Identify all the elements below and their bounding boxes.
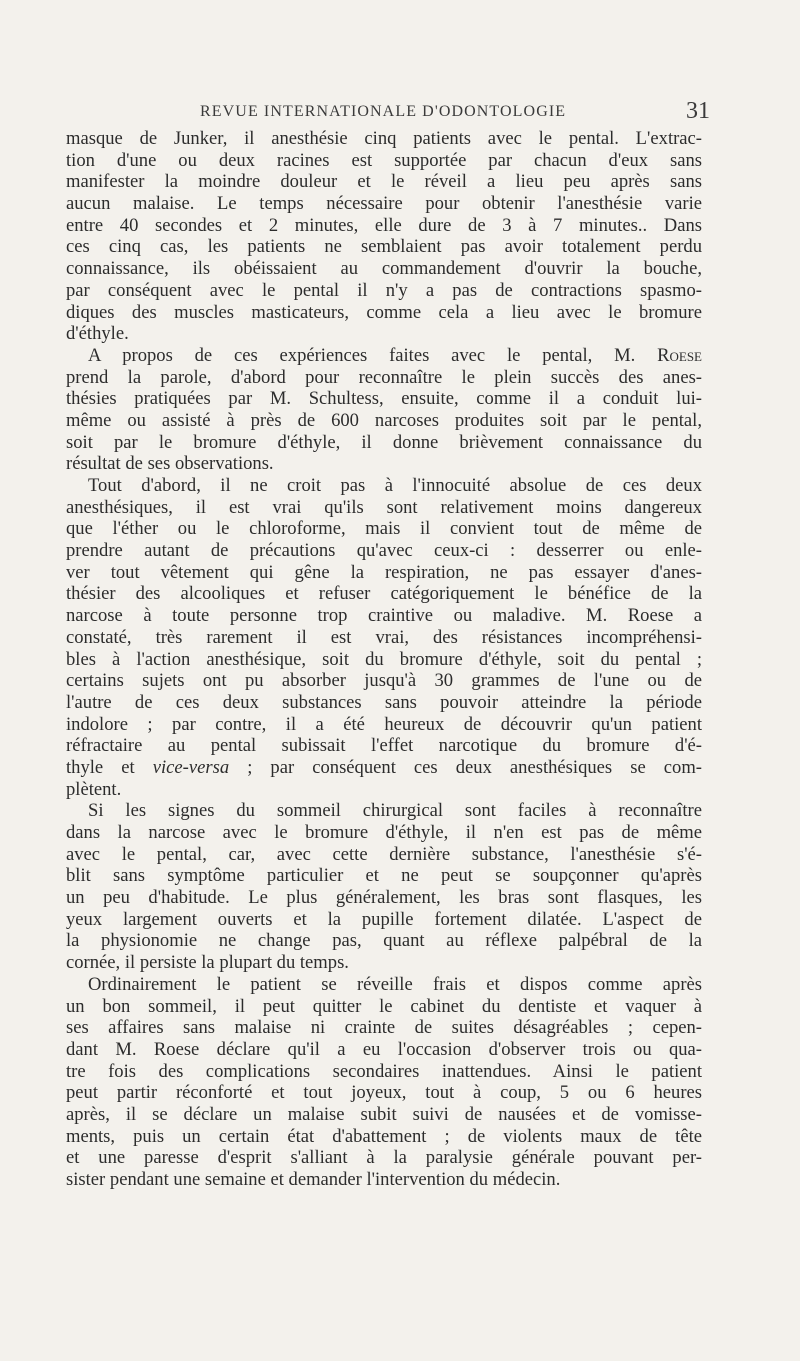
page-number: 31 [686,98,710,124]
text-line: yeux largement ouverts et la pupille fortement dilatée. L'aspect de [66,908,702,930]
text-line: manifester la moindre douleur et le réveil a lieu peu après sans [66,171,702,193]
text-line: Si les signes du sommeil chirurgical sont faciles à reconnaître [88,800,702,822]
text-line: thésies pratiquées par M. Schultess, ensuite, comme il a conduit lui- [66,388,702,410]
text-line [66,757,702,779]
text-line: masque de Junker, il anesthésie cinq patients avec le pental. L'extrac- [66,128,702,149]
text-line: certains sujets ont pu absorber jusqu'à 30 grammes de l'une ou de [66,670,702,692]
italic-term: vice-versa [152,756,230,778]
text-line: un peu d'habitude. Le plus généralement, les bras sont flasques, les [66,887,702,909]
running-title: REVUE INTERNATIONALE D'ODONTOLOGIE [200,103,567,120]
text-line: avec le pental, car, avec cette dernière substance, l'anesthésie s'é- [66,843,702,865]
text-line: d'éthyle. [66,323,129,345]
text-line: la physionomie ne change pas, quant au réflexe palpébral de la [66,930,702,952]
text-line: l'autre de ces deux substances sans pouvoir atteindre la période [66,691,702,713]
text-line: résultat de ses observations. [66,453,274,475]
text-line: même ou assisté à près de 600 narcoses produites soit par le pental, [66,409,702,431]
text-line: réfractaire au pental subissait l'effet narcotique du bromure d'é- [66,735,702,757]
text-line: dans la narcose avec le bromure d'éthyle, il n'en est pas de même [66,822,702,843]
text-line: prendre autant de précautions qu'avec ceux-ci : desserrer ou enle- [66,540,702,562]
text-line: thésier des alcooliques et refuser catégoriquement le bénéfice de la [66,583,702,605]
text-line: tion d'une ou deux racines est supportée par chacun d'eux sans [66,149,702,171]
text-line: narcose à toute personne trop craintive ou maladive. M. Roese a [66,605,702,627]
text-line: ments, puis un certain état d'abattement ; de violents maux de tête [66,1125,702,1147]
text-line: aucun malaise. Le temps nécessaire pour obtenir l'anesthésie varie [66,193,702,215]
text-line: entre 40 secondes et 2 minutes, elle dure de 3 à 7 minutes.. Dans [66,214,702,236]
text-line [66,345,702,367]
text-fragment: thyle et [66,756,135,778]
text-line: cornée, il persiste la plupart du temps. [66,952,349,974]
text-line: soit par le bromure d'éthyle, il donne brièvement connaissance du [66,431,702,453]
text-line: diques des muscles masticateurs, comme cela a lieu avec le bromure [66,301,702,323]
text-line: blit sans symptôme particulier et ne peut se soupçonner qu'après [66,865,702,887]
text-line: dant M. Roese déclare qu'il a eu l'occasion d'observer trois ou qua- [66,1038,702,1060]
text-line: plètent. [66,778,122,800]
text-line: ses affaires sans malaise ni crainte de suites désagréables ; cepen- [66,1017,702,1039]
running-head [100,98,710,127]
text-fragment: ; par conséquent ces deux anesthésiques se com- [247,756,702,778]
text-line: prend la parole, d'abord pour reconnaître le plein succès des anes- [66,366,702,388]
text-line: Ordinairement le patient se réveille frais et dispos comme après [88,973,702,995]
name-roese: Roese [657,344,702,366]
text-line: sister pendant une semaine et demander l'intervention du médecin. [66,1169,561,1190]
text-line: après, il se déclare un malaise subit suivi de nausées et de vomisse- [66,1103,702,1125]
text-line: que l'éther ou le chloroforme, mais il convient tout de même de [66,518,702,540]
text-line: connaissance, ils obéissaient au commandement d'ouvrir la bouche, [66,258,702,280]
text-line: par conséquent avec le pental il n'y a pas de contractions spasmo- [66,279,702,301]
text-line: un bon sommeil, il peut quitter le cabinet du dentiste et vaquer à [66,995,702,1017]
text-line: ver tout vêtement qui gêne la respiration, ne pas essayer d'anes- [66,561,702,583]
text-line: peut partir réconforté et tout joyeux, tout à coup, 5 ou 6 heures [66,1082,702,1104]
text-line: Tout d'abord, il ne croit pas à l'innocuité absolue de ces deux [88,475,702,496]
text-line: et une paresse d'esprit s'alliant à la paralysie générale pouvant per- [66,1147,702,1169]
text-fragment: A propos de ces expériences faites avec le pental, M. [88,344,636,366]
text-line: bles à l'action anesthésique, soit du bromure d'éthyle, soit du pental ; [66,648,702,670]
body-text [66,128,702,1191]
text-line: anesthésiques, il est vrai qu'ils sont relativement moins dangereux [66,496,702,518]
text-line: ces cinq cas, les patients ne semblaient pas avoir totalement perdu [66,236,702,258]
text-line: constaté, très rarement il est vrai, des résistances incompréhensi- [66,626,702,648]
text-line: tre fois des complications secondaires inattendues. Ainsi le patient [66,1060,702,1082]
text-line: indolore ; par contre, il a été heureux de découvrir qu'un patient [66,713,702,735]
